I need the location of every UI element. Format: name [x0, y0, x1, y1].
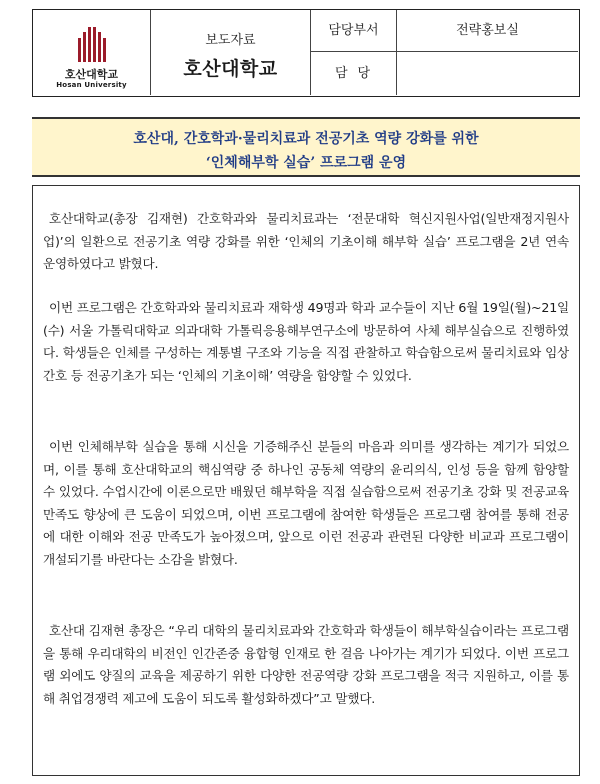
dept-value-cell	[397, 10, 578, 52]
dept-value: 전략홍보실	[456, 23, 519, 38]
person-label: 담당	[334, 66, 381, 81]
dept-label: 담당부서	[328, 23, 379, 38]
university-logo-icon	[77, 24, 107, 62]
paragraph-4: 호산대 김재현 총장은 “우리 대학의 물리치료과와 간호학과 학생들이 해부학실습이라는 프로그램을 통해 우리대학의 비전인 인간존중 융합형 인재로 한 걸음 나아가는 계기가 되었다. 이번 프로그램 외에도 양질의 교육을 제공하기 위한 다양한 전공역량 강화 프로그램을 적극 지원하고, 이를 통해 취업경쟁력 제고에 도움이 되도록 활성화하겠다”고 말했다.	[43, 623, 569, 706]
logo-name: 호산대학교	[64, 68, 119, 81]
release-info-cell	[151, 10, 311, 95]
paragraph-3: 이번 인체해부학 실습을 통해 시신을 기증해주신 분들의 마음과 의미를 생각하는 계기가 되었으며, 이를 통해 호산대학교의 핵심역량 중 하나인 공동체 역량의 윤리의식, 인성 등을 함께 함양할 수 있었다. 수업시간에 이론으로만 배웠던 해부학을 직접 실습함으로써 전공기초 강화 및 전공교육 만족도 향상에 큰 도움이 되었으며, 이번 프로그램에 참여한 학생들은 프로그램 참여를 통해 전공에 대한 이해와 전공 만족도가 높아졌으며, 앞으로 이런 전공과 관련된 다양한 비교과 프로그램이 개설되기를 바란다는 소감을 밝혔다.	[43, 439, 569, 567]
university-name: 호산대학교	[183, 58, 278, 80]
doc-type: 보도자료	[205, 33, 256, 48]
headline-box	[32, 117, 580, 177]
paragraph-2: 이번 프로그램은 간호학과와 물리치료과 재학생 49명과 학과 교수들이 지난 6월 19일(월)~21일(수) 서울 가톨릭대학교 의과대학 가톨릭응용해부연구소에 방문하여 사체 해부실습으로 진행하였다. 학생들은 인체를 구성하는 계통별 구조와 기능을 직접 관찰하고 학습함으로써 물리치료와 임상간호 등 전공기초가 되는 ‘인체의 기초이해’ 역량을 함양할 수 있었다.	[43, 300, 569, 383]
paragraph-1: 호산대학교(총장 김재현) 간호학과와 물리치료과는 ‘전문대학 혁신지원사업(일반재정지원사업)’의 일환으로 전공기초 역량 강화를 위한 ‘인체의 기초이해 해부학 실습’ 프로그램을 2년 연속 운영하였다고 밝혔다.	[43, 211, 569, 271]
article-body	[32, 185, 580, 776]
headline-line-1: 호산대, 간호학과·물리치료과 전공기초 역량 강화를 위한	[133, 131, 479, 147]
logo-subtitle: Hosan University	[56, 81, 127, 89]
person-label-cell	[311, 52, 397, 95]
logo-cell	[33, 10, 151, 95]
person-value-cell	[397, 52, 578, 95]
dept-label-cell	[311, 10, 397, 52]
header-table	[32, 9, 580, 97]
headline-line-2: ‘인체해부학 실습’ 프로그램 운영	[205, 155, 407, 171]
